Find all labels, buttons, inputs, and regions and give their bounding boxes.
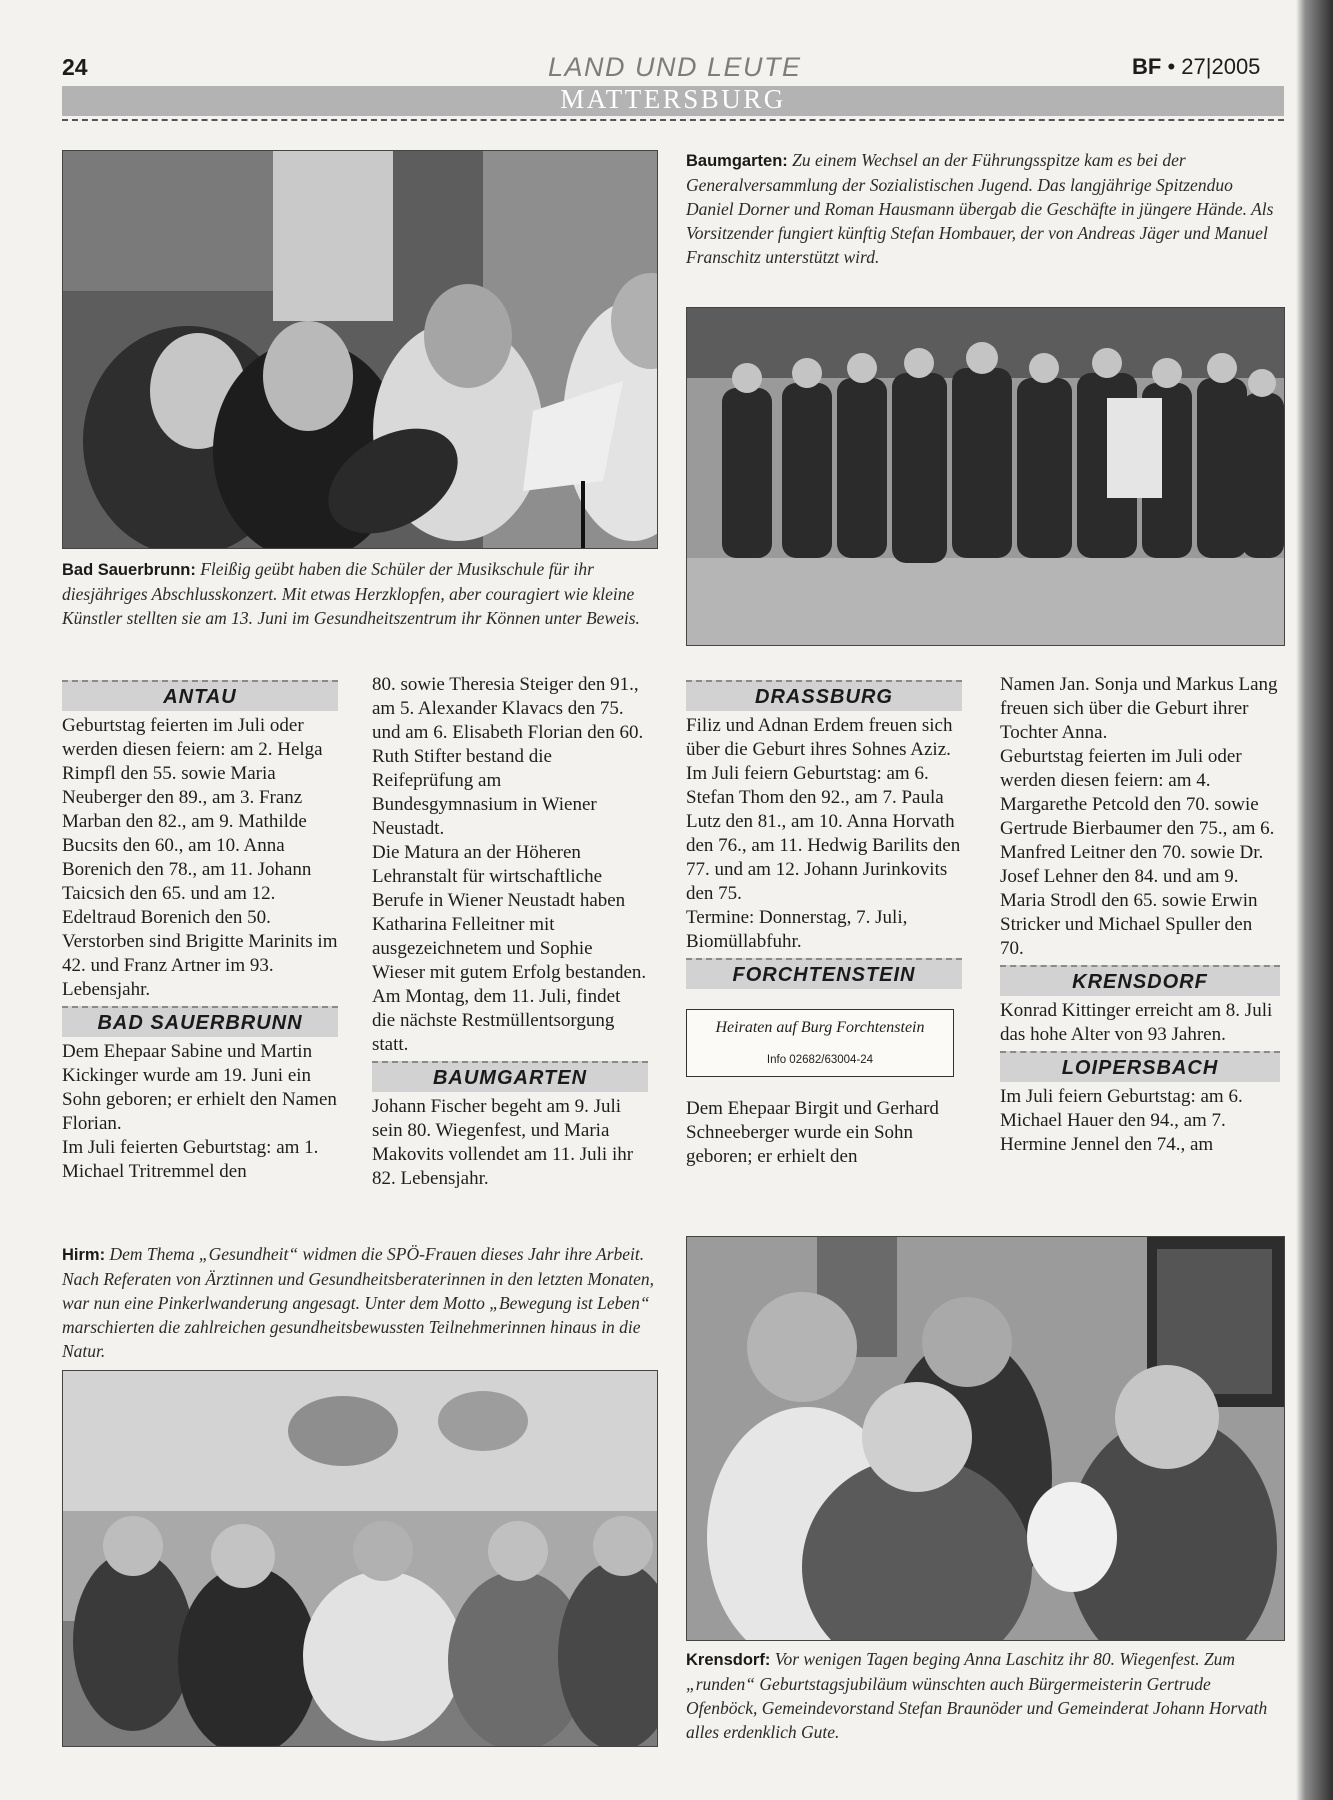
- issue-separator: •: [1167, 54, 1176, 79]
- ad-box-forchtenstein: [686, 1009, 954, 1077]
- photo-baumgarten-image: [687, 308, 1284, 645]
- text-loipersbach-birthdays: Im Juli feiern Geburtstag: am 6. Michael Hauer den 94., am 7. Hermine Jennel den 74., am: [1000, 1086, 1243, 1155]
- text-bad-sauerbrunn-birthdays: Im Juli feierten Geburtstag: am 1. Michael Tritremmel den: [62, 1137, 319, 1182]
- caption-bad-sauerbrunn-place: Bad Sauerbrunn:: [62, 561, 196, 579]
- heading-drassburg: DRASSBURG: [686, 680, 962, 711]
- text-bad-sauerbrunn-birth: Dem Ehepaar Sabine und Martin Kickinger wurde am 19. Juni ein Sohn geboren; er erhielt den Namen Florian.: [62, 1041, 337, 1134]
- text-restmuell: Am Montag, dem 11. Juli, findet die nächste Restmüllentsorgung statt.: [372, 986, 621, 1055]
- photo-krensdorf-image: [687, 1237, 1284, 1640]
- photo-hirm: [62, 1370, 658, 1747]
- issue-info: [1132, 54, 1260, 80]
- caption-krensdorf-text: Vor wenigen Tagen beging Anna Laschitz ihr 80. Wiegenfest. Zum „runden“ Geburtstagsjubiläum wünschten auch Bürgermeisterin Gertrude Ofenböck, Gemeindevorstand Stefan Braunöder und Gemeinderat Johann Horvath alles erdenklich Gute.: [686, 1649, 1268, 1742]
- text-matura-stifter: Ruth Stifter bestand die Reifeprüfung am Bundesgymnasium in Wiener Neustadt.: [372, 746, 597, 839]
- heading-bad-sauerbrunn: BAD SAUERBRUNN: [62, 1006, 338, 1037]
- text-antau-deaths: Verstorben sind Brigitte Marinits im 42. und Franz Artner im 93. Lebensjahr.: [62, 931, 338, 1000]
- caption-hirm-text: Dem Thema „Gesundheit“ widmen die SPÖ-Frauen dieses Jahr ihre Arbeit. Nach Referaten von Ärztinnen und Gesundheitsberaterinnen in den letzten Monaten, war nun eine Pinkerlwanderung angesagt. Unter dem Motto „Bewegung ist Leben“ marschierten die zahlreichen gesundheitsbewussten Teilnehmerinnen hinaus in die Natur.: [62, 1244, 654, 1361]
- text-drassburg-birth: Filiz und Adnan Erdem freuen sich über die Geburt ihres Sohnes Aziz.: [686, 715, 953, 760]
- caption-hirm: [62, 1242, 656, 1363]
- heading-krensdorf: KRENSDORF: [1000, 965, 1280, 996]
- photo-krensdorf: [686, 1236, 1285, 1641]
- header-divider: [62, 119, 1284, 121]
- text-baumgarten-birthdays: Johann Fischer begeht am 9. Juli sein 80. Wiegenfest, und Maria Makovits vollendet am 11. Juli ihr 82. Lebensjahr.: [372, 1096, 634, 1189]
- photo-baumgarten: [686, 307, 1285, 646]
- ad-title: Heiraten auf Burg Forchtenstein: [715, 1019, 925, 1036]
- district-title: MATTERSBURG: [560, 84, 786, 114]
- text-krensdorf-birthday: Konrad Kittinger erreicht am 8. Juli das hohe Alter von 93 Jahren.: [1000, 1000, 1273, 1045]
- issue-number: 27|2005: [1181, 54, 1261, 79]
- photo-hirm-image: [63, 1371, 657, 1746]
- caption-baumgarten: [686, 148, 1282, 269]
- section-title: LAND UND LEUTE: [548, 52, 802, 82]
- caption-krensdorf: [686, 1647, 1282, 1744]
- text-forchtenstein-birthdays: Geburtstag feierten im Juli oder werden diesen feiern: am 4. Margarethe Petcold den 70. sowie Gertrude Bierbaumer den 75., am 6. Manfred Leitner den 70. sowie Dr. Josef Lehner den 84. und am 9. Maria Strodl den 65. sowie Erwin Stricker und Michael Spuller den 70.: [1000, 746, 1275, 959]
- text-forchtenstein-continued: Namen Jan. Sonja und Markus Lang freuen sich über die Geburt ihrer Tochter Anna.: [1000, 674, 1278, 743]
- text-drassburg-birthdays: Im Juli feiern Geburtstag: am 6. Stefan Thom den 92., am 7. Paula Lutz den 81., am 10. Anna Horvath den 76., am 11. Hedwig Barilits den 77. und am 12. Johann Jurinkovits den 75.: [686, 763, 961, 904]
- caption-krensdorf-place: Krensdorf:: [686, 1651, 771, 1669]
- caption-bad-sauerbrunn: [62, 557, 656, 630]
- heading-loipersbach: LOIPERSBACH: [1000, 1051, 1280, 1082]
- column-4: [1000, 673, 1280, 1157]
- text-drassburg-termine: Termine: Donnerstag, 7. Juli, Biomüllabfuhr.: [686, 907, 908, 952]
- caption-bad-sauerbrunn-text: Fleißig geübt haben die Schüler der Musikschule für ihr diesjähriges Abschlusskonzert. Mit etwas Herzklopfen, aber couragiert wie kleine Künstler stellten sie am 13. Juni im Gesundheitszentrum ihr Können unter Beweis.: [62, 559, 640, 628]
- column-3: [686, 680, 962, 1169]
- scan-edge-shadow: [1296, 0, 1333, 1800]
- text-continued-birthdays: 80. sowie Theresia Steiger den 91., am 5. Alexander Klavacs den 75. und am 6. Elisabeth Florian den 60.: [372, 674, 644, 743]
- text-antau-birthdays: Geburtstag feierten im Juli oder werden diesen feiern: am 2. Helga Rimpfl den 55. sowie Maria Neuberger den 89., am 3. Franz Marban den 82., am 9. Mathilde Bucsits den 60., am 10. Anna Borenich den 78., am 11. Johann Taicsich den 65. und am 12. Edeltraud Borenich den 50.: [62, 715, 323, 928]
- caption-hirm-place: Hirm:: [62, 1246, 106, 1264]
- column-1: [62, 680, 338, 1184]
- photo-bad-sauerbrunn-image: [63, 151, 657, 548]
- photo-bad-sauerbrunn: [62, 150, 658, 549]
- ad-info: Info 02682/63004-24: [766, 1054, 874, 1066]
- caption-baumgarten-place: Baumgarten:: [686, 152, 788, 170]
- text-matura-hlw: Die Matura an der Höheren Lehranstalt für wirtschaftliche Berufe in Wiener Neustadt haben Katharina Felleitner mit ausgezeichnetem und Sophie Wieser mit gutem Erfolg bestanden.: [372, 842, 647, 983]
- text-forchtenstein-birth: Dem Ehepaar Birgit und Gerhard Schneeberger wurde ein Sohn geboren; er erhielt den: [686, 1098, 939, 1167]
- page-number: 24: [62, 54, 88, 80]
- heading-baumgarten: BAUMGARTEN: [372, 1061, 648, 1092]
- caption-baumgarten-text: Zu einem Wechsel an der Führungsspitze kam es bei der Generalversammlung der Sozialistischen Jugend. Das langjährige Spitzenduo Daniel Dorner und Roman Hausmann übergab die Geschäfte in jüngere Hände. Als Vorsitzender fungiert künftig Stefan Hombauer, der von Andreas Jäger und Manuel Franschitz unterstützt wird.: [686, 150, 1274, 267]
- column-2: [372, 673, 648, 1191]
- brand-label: BF: [1132, 54, 1162, 79]
- heading-antau: ANTAU: [62, 680, 338, 711]
- heading-forchtenstein: FORCHTENSTEIN: [686, 958, 962, 989]
